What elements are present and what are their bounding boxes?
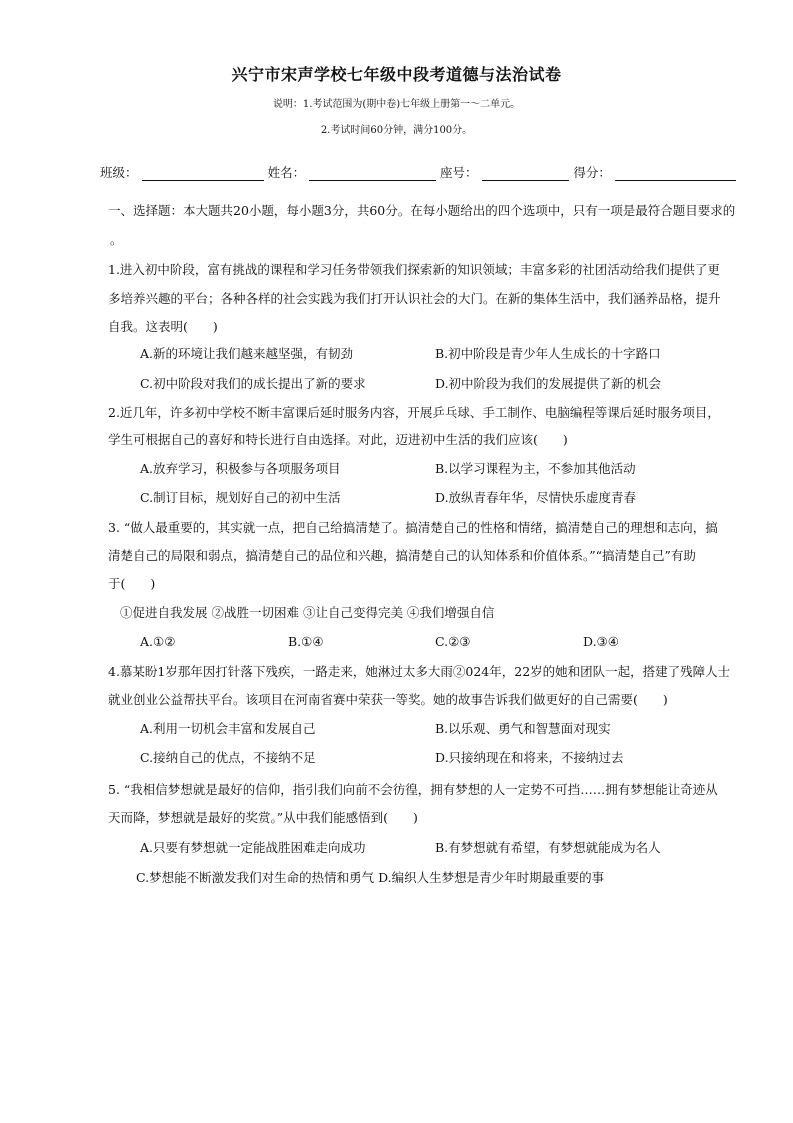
q4-option-a[interactable]: A.利用一切机会丰富和发展自己 xyxy=(140,721,316,736)
q2-stem-line2: 学生可根据自己的喜好和特长进行自由选择。对此，迈进初中生活的我们应该( ) xyxy=(108,432,568,447)
q5-stem-line2: 天而降，梦想就是最好的奖赏。”从中我们能感悟到( ) xyxy=(108,810,418,825)
q3-option-d[interactable]: D.③④ xyxy=(583,634,619,649)
name-label: 姓名： xyxy=(267,165,306,180)
q3-stem-line2: 清楚自己的局限和弱点，搞清楚自己的品位和兴趣，搞清楚自己的认知体系和价值体系。”“搞清楚自己”有助 xyxy=(108,548,696,563)
q4-stem-line2: 就业创业公益帮扶平台。该项目在河南省赛中荣获一等奖。她的故事告诉我们做更好的自己需要( ) xyxy=(108,692,668,707)
q2-option-d[interactable]: D.放纵青春年华，尽情快乐虚度青春 xyxy=(435,490,637,505)
q2-stem-line1: 2.近几年，许多初中学校不断丰富课后延时服务内容，开展乒乓球、手工制作、电脑编程等课后延时服务项目， xyxy=(108,405,720,420)
q1-option-b[interactable]: B.初中阶段是青少年人生成长的十字路口 xyxy=(435,346,661,361)
class-blank[interactable] xyxy=(142,166,264,181)
q1-option-c[interactable]: C.初中阶段对我们的成长提出了新的要求 xyxy=(140,376,366,391)
q1-option-a[interactable]: A.新的环境让我们越来越坚强，有韧劲 xyxy=(140,346,354,361)
q3-option-a[interactable]: A.①② xyxy=(140,634,176,649)
q4-option-d[interactable]: D.只接纳现在和将来，不接纳过去 xyxy=(435,750,624,765)
q3-stem-line1: 3. “做人最重要的，其实就一点，把自己给搞清楚了。搞清楚自己的性格和情绪，搞清楚自己的理想和志向，搞 xyxy=(108,520,718,535)
score-blank[interactable] xyxy=(615,166,736,181)
class-label: 班级： xyxy=(100,165,138,180)
q3-option-b[interactable]: B.①④ xyxy=(288,634,324,649)
q5-option-a[interactable]: A.只要有梦想就一定能战胜困难走向成功 xyxy=(140,840,366,855)
q3-option-c[interactable]: C.②③ xyxy=(435,634,471,649)
q1-stem-line1: 1.进入初中阶段，富有挑战的课程和学习任务带领我们探索新的知识领域；丰富多彩的社团活动给我们提供了更 xyxy=(108,262,720,277)
exam-note-scope: 说明：1.考试范围为(期中卷)七年级上册第一～二单元。 xyxy=(272,99,521,110)
q3-statements: ①促进自我发展 ②战胜一切困难 ③让自己变得完美 ④我们增强自信 xyxy=(120,605,495,620)
score-label: 得分： xyxy=(573,165,611,180)
seat-label: 座号： xyxy=(440,165,478,180)
student-info-row xyxy=(100,163,740,181)
q1-stem-line3: 自我。这表明( ) xyxy=(108,319,218,334)
q1-option-d[interactable]: D.初中阶段为我们的发展提供了新的机会 xyxy=(435,376,662,391)
q4-option-c[interactable]: C.接纳自己的优点，不接纳不足 xyxy=(140,750,316,765)
q2-option-b[interactable]: B.以学习课程为主，不参加其他活动 xyxy=(435,461,636,476)
q5-option-c-d[interactable]: C.梦想能不断激发我们对生命的热情和勇气 D.编织人生梦想是青少年时期最重要的事 xyxy=(136,870,605,885)
section-instruction: 一、选择题：本大题共20小题，每小题3分，共60分。在每小题给出的四个选项中，只有一项是最符合题目要求的 xyxy=(108,203,736,218)
q3-stem-line3: 于( ) xyxy=(108,576,156,591)
q1-stem-line2: 多培养兴趣的平台；各种各样的社会实践为我们打开认识社会的大门。在新的集体生活中，我们涵养品格，提升 xyxy=(108,291,721,306)
name-blank[interactable] xyxy=(309,166,436,181)
exam-note-time: 2.考试时间60分钟，满分100分。 xyxy=(320,125,473,136)
exam-title: 兴宁市宋声学校七年级中段考道德与法治试卷 xyxy=(231,65,562,84)
q2-option-c[interactable]: C.制订目标，规划好自己的初中生活 xyxy=(140,490,341,505)
q4-stem-line1: 4.慕某盼1岁那年因打针落下残疾，一路走来，她淋过太多大雨②024年，22岁的她和团队一起，搭建了残障人士 xyxy=(108,664,731,679)
q4-option-b[interactable]: B.以乐观、勇气和智慧面对现实 xyxy=(435,721,611,736)
seat-blank[interactable] xyxy=(482,166,570,181)
q5-option-b[interactable]: B.有梦想就有希望，有梦想就能成为名人 xyxy=(435,840,661,855)
section-instruction-end: 。 xyxy=(110,232,123,247)
q2-option-a[interactable]: A.放弃学习，积极参与各项服务项目 xyxy=(140,461,341,476)
q5-stem-line1: 5. “我相信梦想就是最好的信仰，指引我们向前不会彷徨，拥有梦想的人一定势不可挡……拥有梦想能让奇迹从 xyxy=(108,782,718,797)
